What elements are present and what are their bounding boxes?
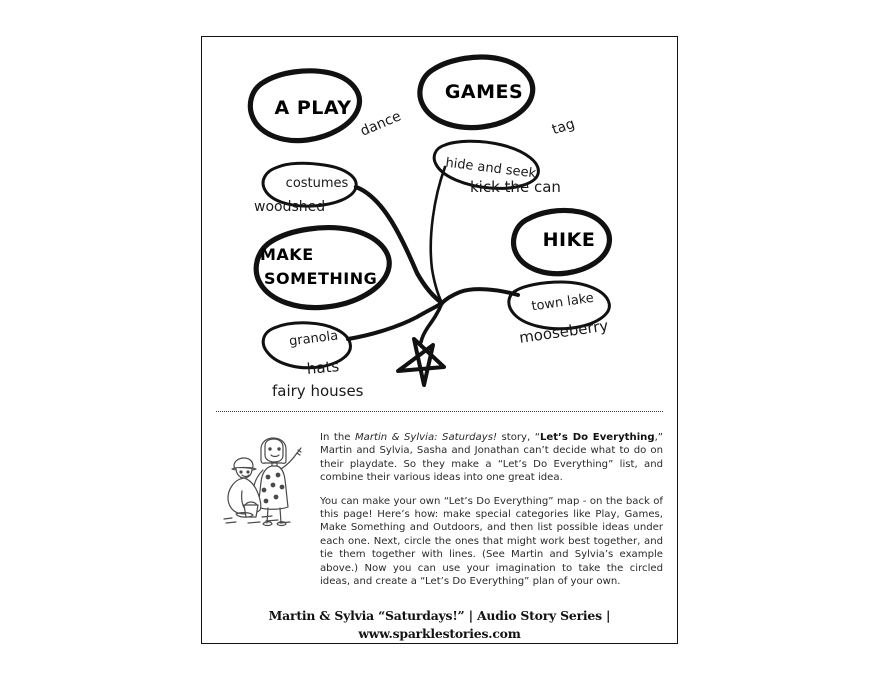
star-marker [398, 339, 444, 385]
bubble-granola [263, 323, 350, 368]
idea-label-woodshed: woodshed [254, 199, 326, 215]
bubble-games [420, 57, 533, 128]
worksheet-card [201, 36, 678, 644]
category-label-hike: HIKE [542, 229, 596, 251]
link-town-lake [442, 289, 518, 303]
idea-label-kick-the-can: kick the can [470, 178, 561, 196]
idea-label-town-lake: town lake [530, 290, 595, 315]
dotted-divider [216, 411, 663, 412]
category-label-games: GAMES [444, 81, 524, 103]
link-granola [348, 303, 442, 339]
category-label-make: MAKE [260, 245, 314, 264]
category-label-something: SOMETHING [264, 269, 378, 288]
copy-seg-1: In the [320, 432, 355, 443]
copy-seg-2: story, “ [497, 432, 540, 443]
idea-label-hats: hats [306, 357, 340, 378]
paragraph-two: You can make your own “Let’s Do Everything” map - on the back of this page! Here’s how: make special categories like Play, Games, Make Something and Outdoors, and then list possible ideas under each one. Next, circle the ones that might work best together, and tie them together with lines. (See Martin and Sylvia’s example above.) Now you can use your imagination to take the circled ideas, and create a “Let’s Do Everything” plan of your own. [320, 495, 663, 588]
children-drawing [218, 435, 304, 535]
category-label-a-play: A PLAY [274, 97, 352, 119]
mind-map [202, 37, 677, 409]
idea-label-tag: tag [550, 115, 577, 139]
bubble-hide-and-seek [434, 141, 538, 188]
idea-label-granola: granola [288, 328, 340, 350]
footer [202, 607, 677, 643]
idea-label-costumes: costumes [285, 176, 349, 191]
mind-map-drawing [202, 37, 677, 409]
bubble-a-play [250, 71, 359, 141]
bubble-hike [514, 210, 610, 273]
bubble-make-something [256, 228, 389, 308]
copy-block [320, 431, 663, 588]
link-costumes [356, 187, 442, 303]
story-series-name: Martin & Sylvia: Saturdays! [354, 432, 498, 443]
paragraph-one [320, 431, 663, 485]
bubble-town-lake [509, 282, 610, 329]
copy-seg-3: ,” Martin and Sylvia, Sasha and Jonathan can’t decide what to do on their playdate. So they make a “Let’s Do Everything” list, and combine their various ideas into one great idea. [320, 432, 664, 484]
idea-label-hide-and-seek: hide and seek [444, 155, 537, 182]
two-children-illustration [218, 435, 304, 535]
story-title: Let’s Do Everything [539, 432, 655, 443]
idea-label-mooseberry: mooseberry [518, 316, 610, 347]
link-hide-and-seek [431, 167, 445, 303]
bubble-costumes [263, 163, 356, 206]
idea-label-fairy-houses: fairy houses [272, 382, 364, 400]
idea-label-dance: dance [358, 108, 404, 140]
footer-credit-text: Martin & Sylvia “Saturdays!” | Audio Story Series | www.sparklestories.com [268, 608, 611, 641]
